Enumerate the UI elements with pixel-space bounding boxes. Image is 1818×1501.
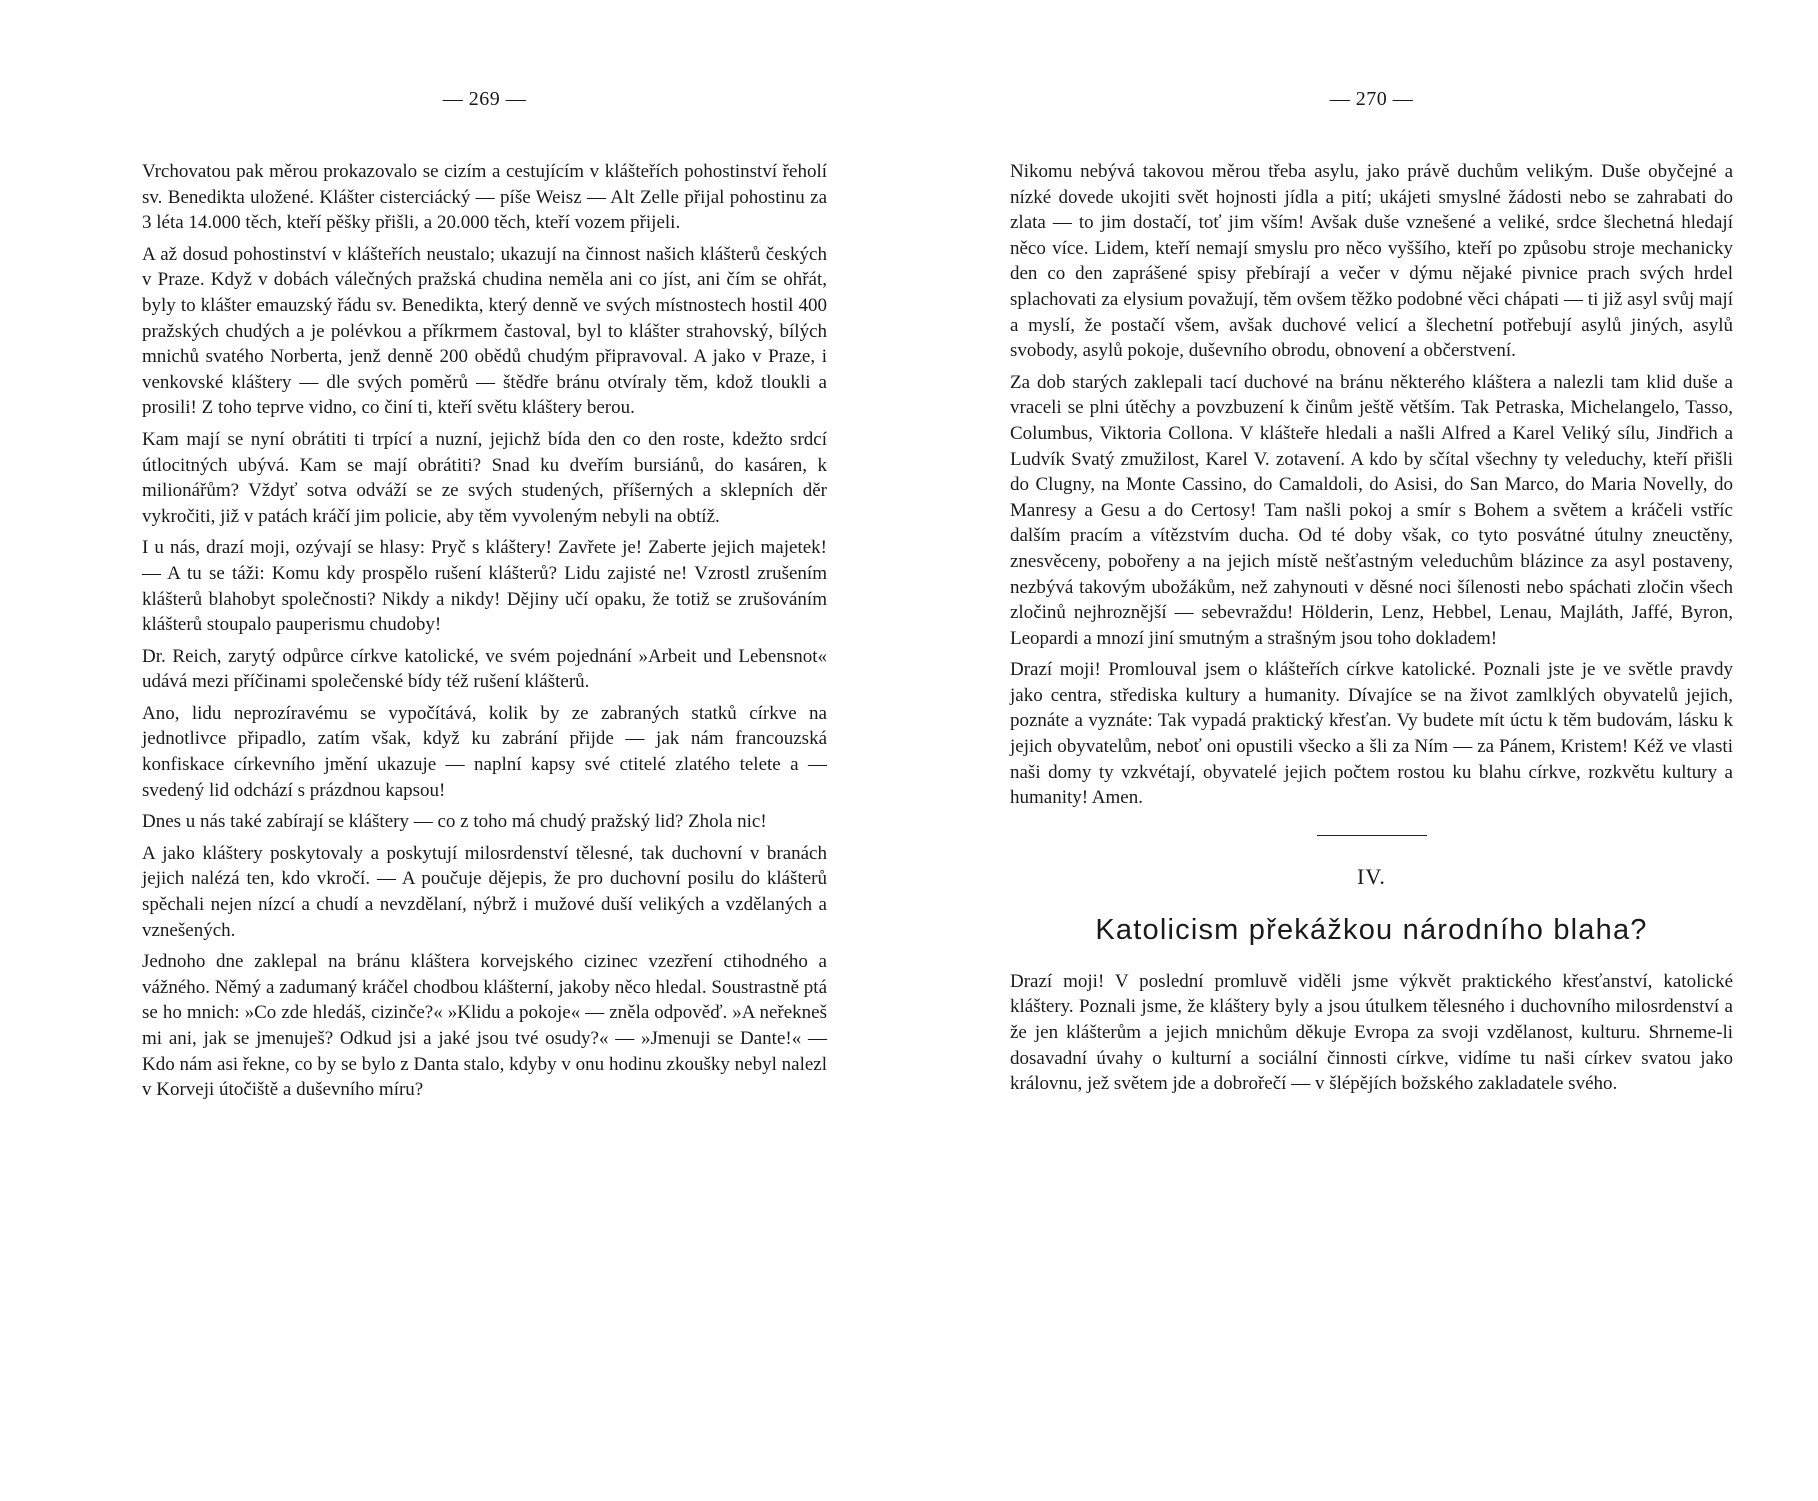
paragraph: A až dosud pohostinství v klášteřích neustalo; ukazují na činnost našich klášterů českých v Praze. Když v dobách válečných pražská chudina neměla ani co jíst, ani čím se ohřát, byly to klášter emauzský řádu sv. Benedikta, který denně ve svých místnostech hostil 400 pražských chudých a je polévkou a příkrmem častoval, byl to klášter strahovský, bílých mnichů svatého Norberta, jenž denně 200 obědů chudým připravoval. A jako v Praze, i venkovské kláštery — dle svých poměrů — štědře bránu otvíraly těm, kdož tloukli a prosili! Z toho teprve vidno, co činí ti, kteří světu kláštery berou. [142, 243, 827, 419]
chapter-title: Katolicism překážkou národního blaha? [1095, 913, 1648, 946]
paragraph: A jako kláštery poskytovaly a poskytují milosrdenství tělesné, tak duchovní v branách jejich nalézá ten, kdo vkročí. — A poučuje dějepis, že pro duchovní posilu do klášterů spěchali nejen nízcí a chudí a nevzdělaní, nýbrž i mužové duší velikých a vzdělaných a vznešených. [142, 842, 827, 941]
paragraph: I u nás, drazí moji, ozývají se hlasy: Pryč s kláštery! Zavřete je! Zaberte jejich majetek! — A tu se táži: Komu kdy prospělo rušení klášterů? Lidu zajisté ne! Vzrostl zrušením klášterů blahobyt společnosti? Nikdy a nikdy! Dějiny učí opaku, že totiž se zrušováním klášterů stoupalo pauperismu chudoby! [142, 537, 827, 636]
paragraph: Dr. Reich, zarytý odpůrce církve katolické, ve svém pojednání »Arbeit und Lebensnot« udává mezi příčinami společenské bídy též rušení klášterů. [142, 645, 827, 693]
paragraph: Ano, lidu neprozíravému se vypočítává, kolik by ze zabraných statků církve na jednotlivce připadlo, zatím však, když ku zabrání přijde — jak nám francouzská konfiskace církevního jmění ukazuje — naplní kapsy své ctitelé zlatého telete a — svedený lid odchází s prázdnou kapsou! [142, 702, 827, 801]
page-number: — 269 — [442, 88, 527, 110]
paragraph: Drazí moji! V poslední promluvě viděli jsme výkvět praktického křesťanství, katolické kláštery. Poznali jsme, že kláštery byly a jsou útulkem tělesného i duchovního milosrdenství a že jen klášterům a jejich mnichům děkuje Evropa za svoji vzdělanost, kulturu. Shrneme-li dosavadní úvahy o kulturní a sociální činnosti církve, vidíme tu naši církev svatou jako královnu, jež světem jde a dobrořečí — v šlépějích božského zakladatele svého. [1010, 970, 1733, 1095]
paragraph: Nikomu nebývá takovou měrou třeba asylu, jako právě duchům velikým. Duše obyčejné a nízké dovede ukojiti svět hojnosti jídla a pití; ukájeti smyslné žádosti nebo se zahrabati do zlata — to jim dostačí, toť jim vším! Avšak duše vznešené a veliké, srdce šlechetná hledají něco více. Lidem, kteří nemají smyslu pro něco vyššího, kteří po způsobu stroje mechanicky den co den zaprášené spisy přebírají a večer v dýmu nějaké pivnice prach svých hrdel splachovati za elysium považují, těm ovšem těžko podobné věci chápati — ti již asyl svůj mají a myslí, že postačí všem, avšak duchové velicí a šlechetní potřebují asylů jiných, asylů svobody, asylů pokoje, duševního obrodu, obnovení a občerstvení. [1010, 161, 1733, 362]
right-page [909, 0, 1818, 1501]
paragraph: Kam mají se nyní obrátiti ti trpící a nuzní, jejichž bída den co den roste, kdežto srdcí útlocitných ubývá. Kam se mají obrátiti? Snad ku dveřím bursiánů, do kasáren, k milionářům? Vždyť sotva odváží se ze svých studených, příšerných a sklepních děr vykročiti, již v patách kráčí jim policie, aby těm vyvoleným nebyli na obtíž. [142, 428, 827, 527]
paragraph: Za dob starých zaklepali tací duchové na bránu některého kláštera a nalezli tam klid duše a vraceli se plni útěchy a povzbuzení k činům ještě větším. Tak Petraska, Michelangelo, Tasso, Columbus, Viktoria Collona. V klášteře hledali a našli Alfred a Karel Veliký sílu, Jindřich a Ludvík Svatý zmužilost, Karel V. zotavení. A kdo by sčítal všechny ty veleduchy, kteří přišli do Clugny, na Monte Cassino, do Camaldoli, do Asisi, do San Marco, do Maria Novelly, do Manresy a Gesu a do Certosy! Tam našli pokoj a smír s Bohem a světem a kráčeli vstříc dalším pracím a vítězstvím ducha. Od té doby však, co tyto posvátné útulny zneuctěny, znesvěceny, pobořeny a na jejich místě nešťastným veleduchům blázince za asyl postaveny, nezbývá takovým ubožákům, než zahynouti v děsné noci šílenosti nebo spáchati zločin všech zločinů nejhroznější — sebevraždu! Hölderin, Lenz, Hebbel, Lenau, Majláth, Jaffé, Byron, Leopardi a mnozí jiní smutným a strašným jsou toho dokladem! [1010, 371, 1733, 649]
page-number: — 270 — [1329, 88, 1414, 110]
paragraph: Drazí moji! Promlouval jsem o klášteřích církve katolické. Poznali jste je ve světle pravdy jako centra, střediska kultury a humanity. Dívajíce se na život zamlklých obyvatelů jejich, poznáte a vyznáte: Tak vypadá praktický křesťan. Vy budete mít úctu k těm budovám, lásku k jejich obyvatelům, neboť oni opustili všecko a šli za Ním — za Pánem, Kristem! Kéž ve vlasti naši domy ty vzkvétají, obyvatelé jejich počtem rostou ku blahu církve, rozkvětu kultury a humanity! Amen. [1010, 659, 1733, 809]
paragraph: Jednoho dne zaklepal na bránu kláštera korvejského cizinec vzezření ctihodného a vážného. Němý a zadumaný kráčel chodbou klášterní, jakoby něco hledal. Soustrastně ptá se ho mnich: »Co zde hledáš, cizinče?« »Klidu a pokoje« — zněla odpověď. »A neřekneš mi ani, jak se jmenuješ? Odkud jsi a jaké jsou tvé osudy?« — »Jmenuji se Dante!« — Kdo nám asi řekne, co by se bylo z Danta stalo, kdyby v onu hodinu zkoušky nebyl nalezl v Korveji útočiště a duševního míru? [142, 951, 827, 1101]
section-divider [1317, 835, 1427, 836]
paragraph: Vrchovatou pak měrou prokazovalo se cizím a cestujícím v klášteřích pohostinství řeholí sv. Benedikta uložené. Klášter cisterciácký — píše Weisz — Alt Zelle přijal pohostinu za 3 léta 14.000 těch, kteří pěšky přišli, a 20.000 těch, kteří vozem přijeli. [142, 161, 827, 234]
paragraph: Dnes u nás také zabírají se kláštery — co z toho má chudý pražský lid? Zhola nic! [142, 811, 767, 833]
section-number: IV. [1357, 863, 1386, 889]
